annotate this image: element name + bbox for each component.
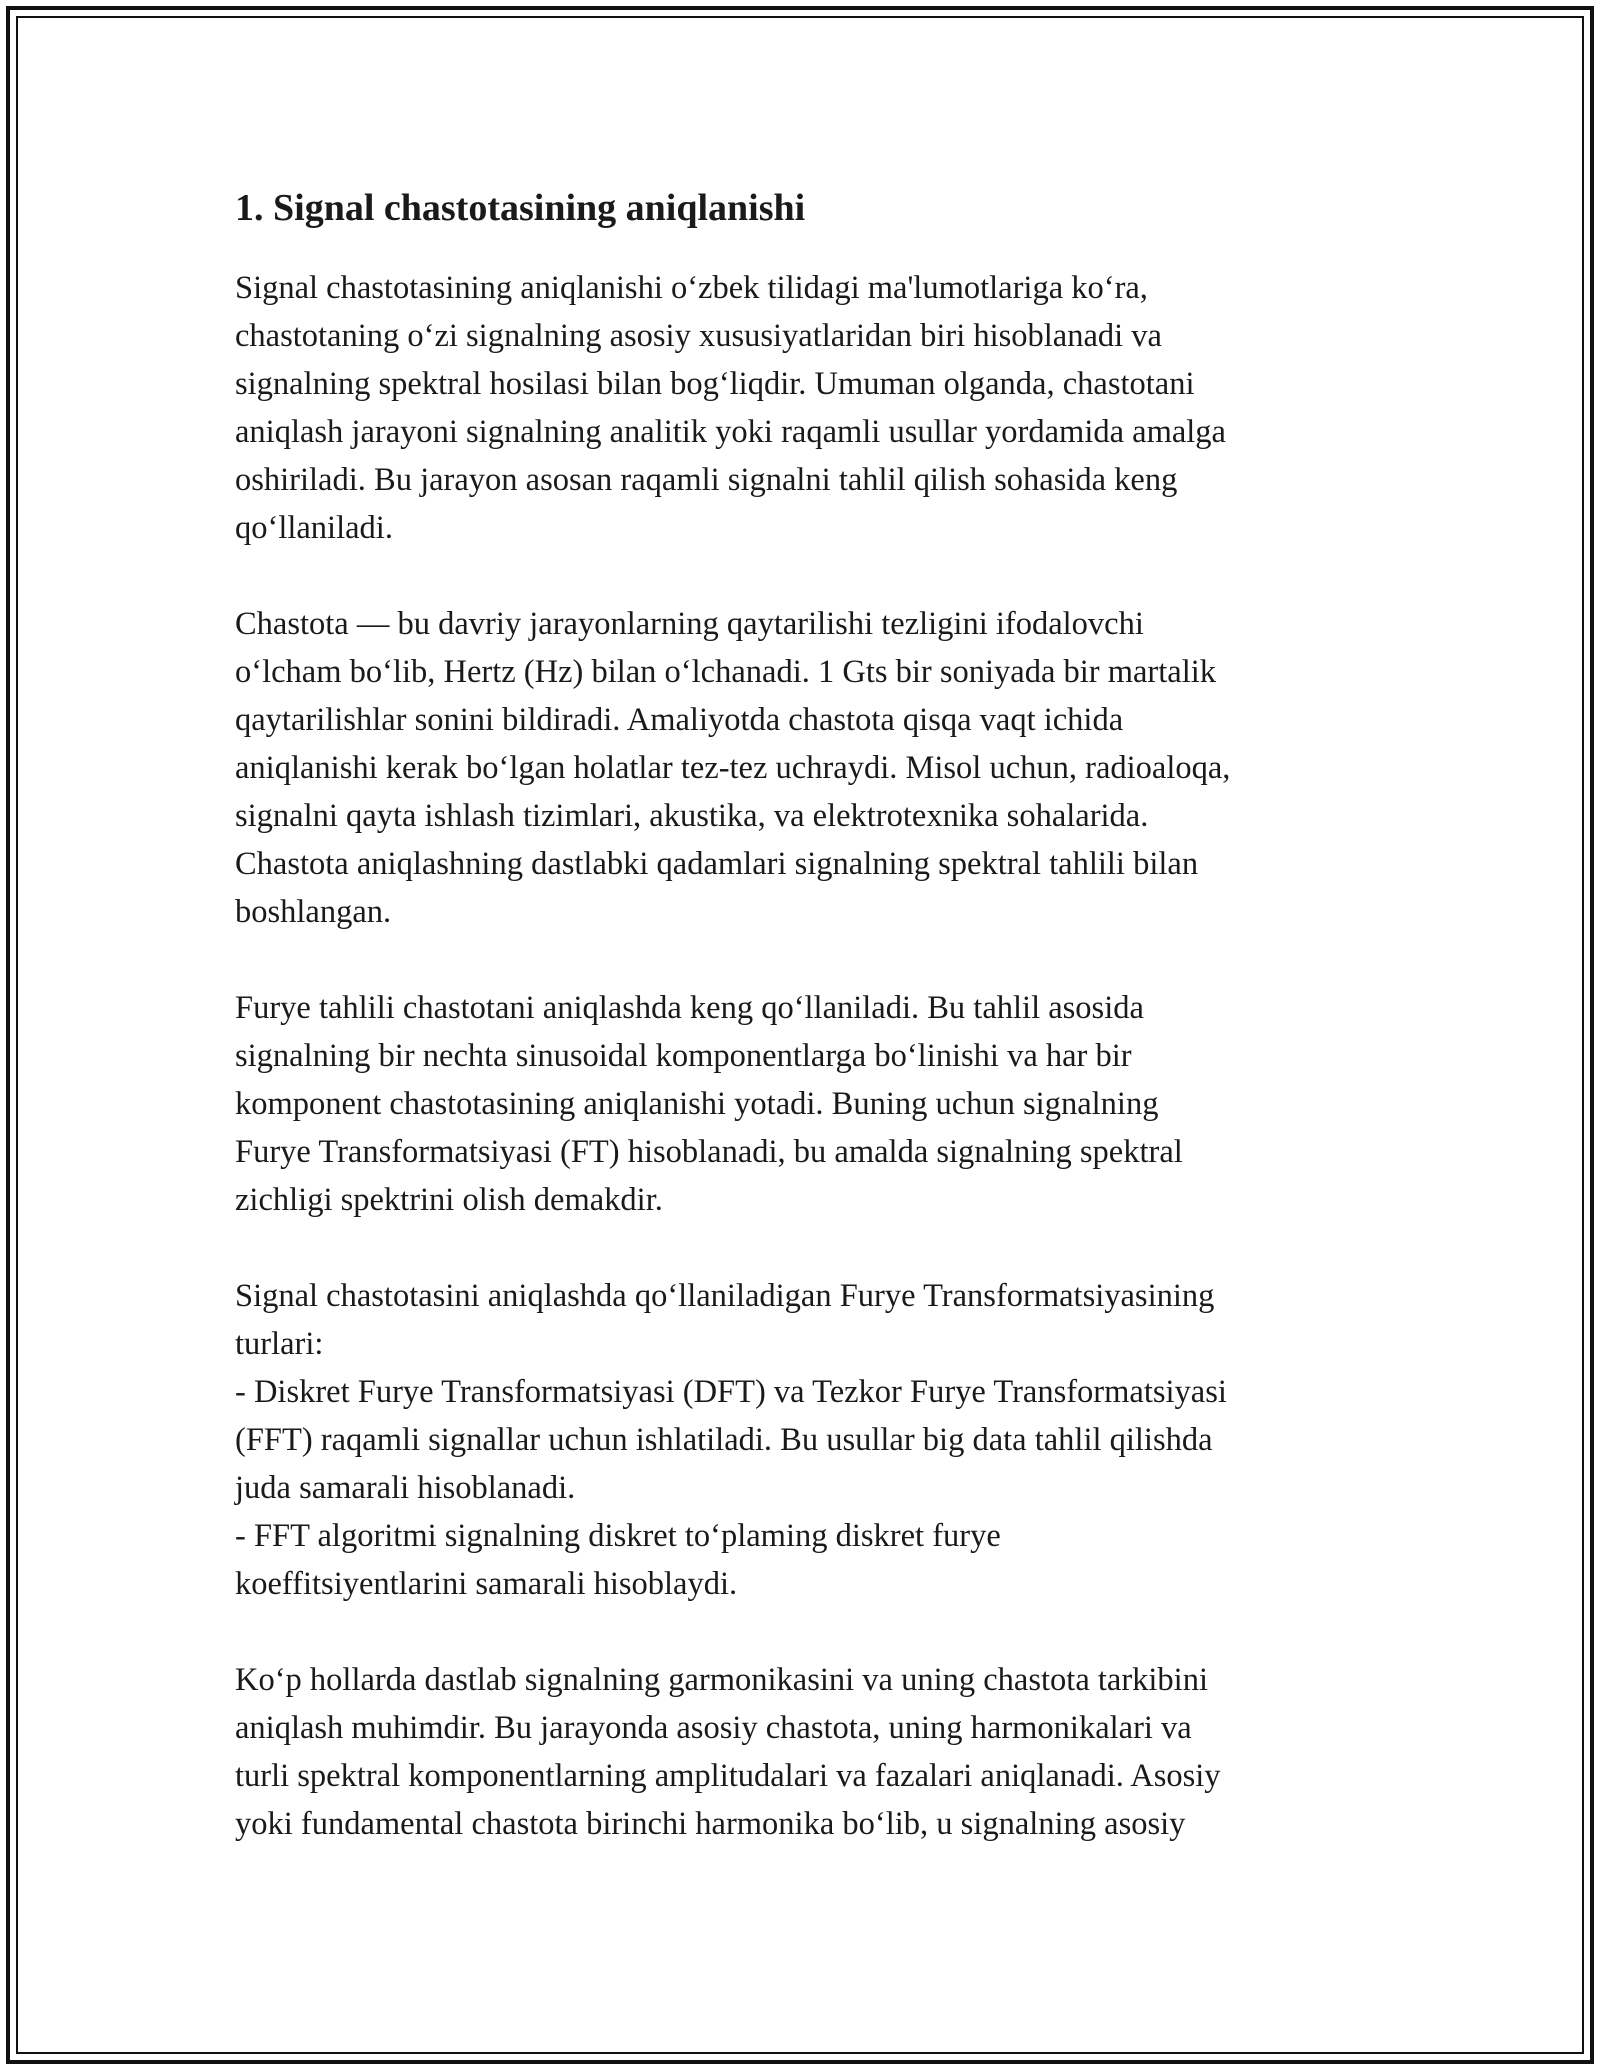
paragraph-4 bbox=[235, 1272, 1375, 1608]
document-body bbox=[235, 186, 1375, 1896]
text-line: juda samarali hisoblanadi. bbox=[235, 1469, 576, 1506]
list-item: - FFT algoritmi signalning diskret to‘plaming diskret furye bbox=[235, 1517, 1001, 1554]
text-line: Ko‘p hollarda dastlab signalning garmonikasini va uning chastota tarkibini bbox=[235, 1661, 1208, 1698]
text-line: aniqlanishi kerak bo‘lgan holatlar tez-tez uchraydi. Misol uchun, radioaloqa, bbox=[235, 749, 1231, 786]
text-line: aniqlash muhimdir. Bu jarayonda asosiy chastota, uning harmonikalari va bbox=[235, 1709, 1192, 1746]
text-line: signalning spektral hosilasi bilan bog‘liqdir. Umuman olganda, chastotani bbox=[235, 365, 1195, 402]
text-line: (FFT) raqamli signallar uchun ishlatiladi. Bu usullar big data tahlil qilishda bbox=[235, 1421, 1213, 1458]
section-heading: 1. Signal chastotasining aniqlanishi bbox=[235, 187, 806, 229]
text-line: Chastota — bu davriy jarayonlarning qaytarilishi tezligini ifodalovchi bbox=[235, 605, 1144, 642]
list-item: - Diskret Furye Transformatsiyasi (DFT) va Tezkor Furye Transformatsiyasi bbox=[235, 1373, 1227, 1410]
paragraph-1 bbox=[235, 264, 1375, 552]
text-line: zichligi spektrini olish demakdir. bbox=[235, 1181, 663, 1218]
text-line: Chastota aniqlashning dastlabki qadamlari signalning spektral tahlili bilan bbox=[235, 845, 1199, 882]
text-line: qaytarilishlar sonini bildiradi. Amaliyotda chastota qisqa vaqt ichida bbox=[235, 701, 1124, 738]
text-line: signalni qayta ishlash tizimlari, akustika, va elektrotexnika sohalarida. bbox=[235, 797, 1149, 834]
text-line: Signal chastotasining aniqlanishi o‘zbek tilidagi ma'lumotlariga ko‘ra, bbox=[235, 269, 1148, 306]
text-line: koeffitsiyentlarini samarali hisoblaydi. bbox=[235, 1565, 738, 1602]
text-line: chastotaning o‘zi signalning asosiy xususiyatlaridan biri hisoblanadi va bbox=[235, 317, 1162, 354]
text-line: turli spektral komponentlarning amplitudalari va fazalari aniqlanadi. Asosiy bbox=[235, 1757, 1221, 1794]
text-line: aniqlash jarayoni signalning analitik yoki raqamli usullar yordamida amalga bbox=[235, 413, 1226, 450]
text-line: komponent chastotasining aniqlanishi yotadi. Buning uchun signalning bbox=[235, 1085, 1159, 1122]
paragraph-3 bbox=[235, 984, 1375, 1224]
text-line: Signal chastotasini aniqlashda qo‘llaniladigan Furye Transformatsiyasining bbox=[235, 1277, 1215, 1314]
text-line: signalning bir nechta sinusoidal komponentlarga bo‘linishi va har bir bbox=[235, 1037, 1132, 1074]
text-line: yoki fundamental chastota birinchi harmonika bo‘lib, u signalning asosiy bbox=[235, 1805, 1186, 1842]
text-line: qo‘llaniladi. bbox=[235, 509, 393, 546]
text-line: o‘lcham bo‘lib, Hertz (Hz) bilan o‘lchanadi. 1 Gts bir soniyada bir martalik bbox=[235, 653, 1217, 690]
text-line: Furye Transformatsiyasi (FT) hisoblanadi, bu amalda signalning spektral bbox=[235, 1133, 1183, 1170]
text-line: boshlangan. bbox=[235, 893, 392, 930]
paragraph-5 bbox=[235, 1656, 1375, 1848]
text-line: oshiriladi. Bu jarayon asosan raqamli signalni tahlil qilish sohasida keng bbox=[235, 461, 1178, 498]
text-line: Furye tahlili chastotani aniqlashda keng qo‘llaniladi. Bu tahlil asosida bbox=[235, 989, 1144, 1026]
paragraph-2 bbox=[235, 600, 1375, 936]
text-line: turlari: bbox=[235, 1325, 324, 1362]
